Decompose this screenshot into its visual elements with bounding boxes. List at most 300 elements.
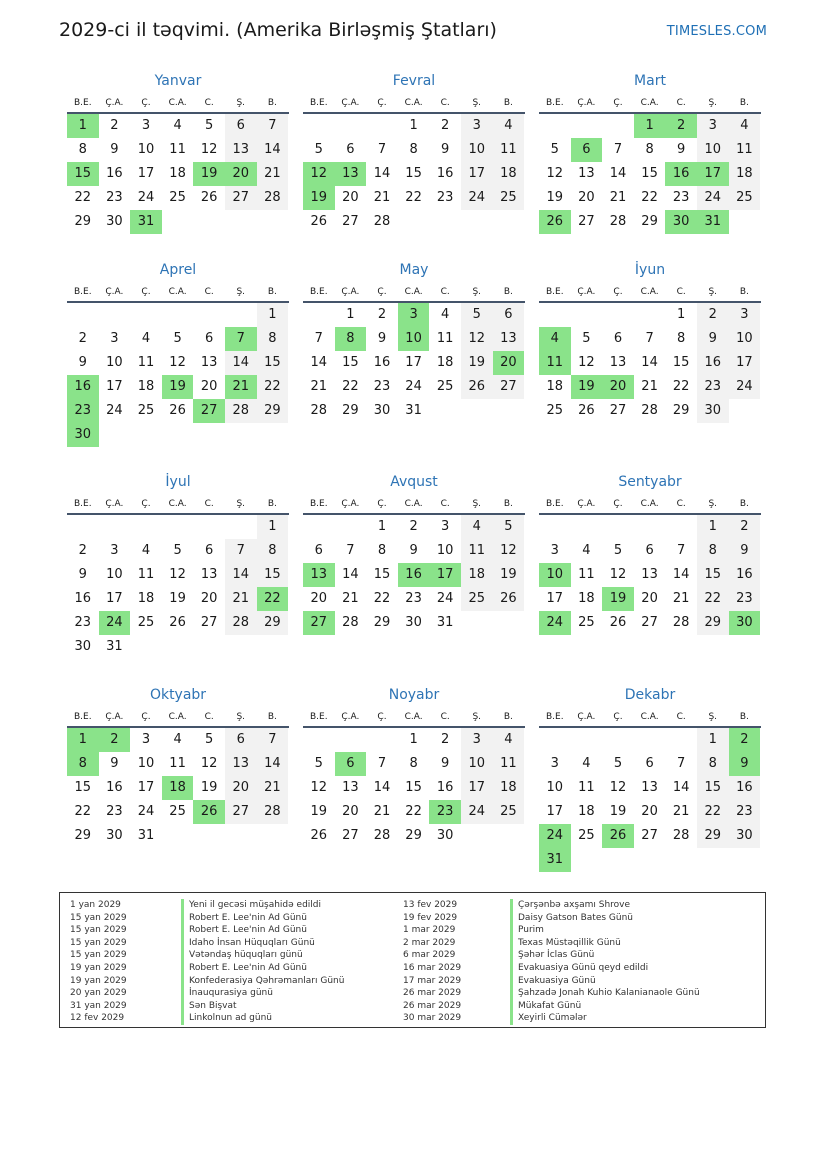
day-cell[interactable]: 3 <box>461 728 493 752</box>
day-cell[interactable]: 22 <box>373 591 391 606</box>
day-cell[interactable]: 27 <box>342 828 359 843</box>
day-cell[interactable]: 11 <box>436 331 454 346</box>
day-cell[interactable]: 25 <box>493 800 525 824</box>
day-cell[interactable]: 9 <box>729 539 761 563</box>
day-cell[interactable]: 11 <box>493 752 525 776</box>
day-cell[interactable]: 27 <box>200 615 218 630</box>
day-cell[interactable]: 1 <box>377 519 387 534</box>
day-cell[interactable]: 4 <box>461 515 493 539</box>
day-cell[interactable]: 5 <box>314 756 323 771</box>
holiday-day-cell[interactable]: 24 <box>99 611 131 635</box>
day-cell[interactable]: 9 <box>409 543 418 558</box>
holiday-day-cell[interactable]: 19 <box>193 162 225 186</box>
day-cell[interactable]: 20 <box>310 591 328 606</box>
day-cell[interactable]: 25 <box>578 828 595 843</box>
day-cell[interactable]: 14 <box>373 166 391 181</box>
day-cell[interactable]: 25 <box>137 403 155 418</box>
day-cell[interactable]: 10 <box>461 752 493 776</box>
day-cell[interactable]: 21 <box>373 804 391 819</box>
day-cell[interactable]: 24 <box>697 186 729 210</box>
day-cell[interactable]: 16 <box>697 351 729 375</box>
holiday-day-cell[interactable]: 31 <box>697 210 729 234</box>
day-cell[interactable]: 6 <box>493 303 525 327</box>
day-cell[interactable]: 28 <box>257 186 289 210</box>
day-cell[interactable]: 9 <box>697 327 729 351</box>
day-cell[interactable]: 6 <box>225 728 257 752</box>
day-cell[interactable]: 19 <box>169 591 186 606</box>
day-cell[interactable]: 5 <box>613 756 623 771</box>
holiday-day-cell[interactable]: 12 <box>303 162 335 186</box>
day-cell[interactable]: 30 <box>436 828 454 843</box>
day-cell[interactable]: 12 <box>609 780 627 795</box>
day-cell[interactable]: 24 <box>461 186 493 210</box>
day-cell[interactable]: 7 <box>677 756 686 771</box>
day-cell[interactable]: 12 <box>546 166 564 181</box>
day-cell[interactable]: 15 <box>697 563 729 587</box>
day-cell[interactable]: 17 <box>546 591 564 606</box>
day-cell[interactable]: 11 <box>137 567 155 582</box>
day-cell[interactable]: 13 <box>200 567 218 582</box>
day-cell[interactable]: 29 <box>697 824 729 848</box>
holiday-day-cell[interactable]: 15 <box>67 162 99 186</box>
day-cell[interactable]: 8 <box>377 543 387 558</box>
holiday-day-cell[interactable]: 17 <box>697 162 729 186</box>
holiday-day-cell[interactable]: 7 <box>225 327 257 351</box>
day-cell[interactable]: 24 <box>729 375 761 399</box>
day-cell[interactable]: 20 <box>342 804 359 819</box>
day-cell[interactable]: 11 <box>493 138 525 162</box>
day-cell[interactable]: 14 <box>641 355 658 370</box>
holiday-day-cell[interactable]: 30 <box>665 210 697 234</box>
day-cell[interactable]: 7 <box>314 331 323 346</box>
day-cell[interactable]: 5 <box>173 331 182 346</box>
day-cell[interactable]: 7 <box>377 756 387 771</box>
holiday-day-cell[interactable]: 24 <box>539 611 571 635</box>
day-cell[interactable]: 18 <box>137 591 155 606</box>
day-cell[interactable]: 7 <box>613 142 623 157</box>
day-cell[interactable]: 4 <box>173 732 182 747</box>
day-cell[interactable]: 3 <box>729 303 761 327</box>
day-cell[interactable]: 25 <box>137 615 155 630</box>
day-cell[interactable]: 22 <box>672 379 690 394</box>
day-cell[interactable]: 27 <box>225 800 257 824</box>
day-cell[interactable]: 3 <box>461 114 493 138</box>
day-cell[interactable]: 23 <box>697 375 729 399</box>
day-cell[interactable]: 27 <box>641 828 658 843</box>
day-cell[interactable]: 24 <box>137 190 155 205</box>
day-cell[interactable]: 8 <box>257 539 289 563</box>
holiday-day-cell[interactable]: 19 <box>571 375 603 399</box>
day-cell[interactable]: 18 <box>461 563 493 587</box>
day-cell[interactable]: 21 <box>225 587 257 611</box>
day-cell[interactable]: 7 <box>257 728 289 752</box>
day-cell[interactable]: 14 <box>609 166 627 181</box>
day-cell[interactable]: 22 <box>697 800 729 824</box>
day-cell[interactable]: 18 <box>578 804 595 819</box>
day-cell[interactable]: 20 <box>225 776 257 800</box>
day-cell[interactable]: 6 <box>205 331 214 346</box>
day-cell[interactable]: 4 <box>141 331 151 346</box>
day-cell[interactable]: 15 <box>74 780 92 795</box>
day-cell[interactable]: 15 <box>373 567 391 582</box>
day-cell[interactable]: 28 <box>609 214 627 229</box>
day-cell[interactable]: 6 <box>205 543 214 558</box>
holiday-day-cell[interactable]: 2 <box>99 728 131 752</box>
day-cell[interactable]: 27 <box>578 214 595 229</box>
day-cell[interactable]: 15 <box>672 355 690 370</box>
day-cell[interactable]: 16 <box>729 776 761 800</box>
holiday-day-cell[interactable]: 10 <box>539 563 571 587</box>
day-cell[interactable]: 4 <box>493 114 525 138</box>
day-cell[interactable]: 12 <box>609 567 627 582</box>
holiday-day-cell[interactable]: 27 <box>303 611 335 635</box>
day-cell[interactable]: 18 <box>578 591 595 606</box>
day-cell[interactable]: 28 <box>373 828 391 843</box>
holiday-day-cell[interactable]: 22 <box>257 587 289 611</box>
holiday-day-cell[interactable]: 20 <box>602 375 634 399</box>
day-cell[interactable]: 15 <box>641 166 658 181</box>
day-cell[interactable]: 8 <box>257 327 289 351</box>
day-cell[interactable]: 2 <box>729 515 761 539</box>
day-cell[interactable]: 4 <box>493 728 525 752</box>
day-cell[interactable]: 29 <box>257 399 289 423</box>
holiday-day-cell[interactable]: 16 <box>67 375 99 399</box>
holiday-day-cell[interactable]: 21 <box>225 375 257 399</box>
day-cell[interactable]: 28 <box>672 828 690 843</box>
day-cell[interactable]: 13 <box>641 567 658 582</box>
day-cell[interactable]: 22 <box>342 379 359 394</box>
day-cell[interactable]: 13 <box>225 752 257 776</box>
day-cell[interactable]: 17 <box>137 166 155 181</box>
day-cell[interactable]: 16 <box>106 780 123 795</box>
holiday-day-cell[interactable]: 3 <box>398 303 430 327</box>
day-cell[interactable]: 17 <box>106 379 123 394</box>
day-cell[interactable]: 13 <box>641 780 658 795</box>
day-cell[interactable]: 27 <box>641 615 658 630</box>
day-cell[interactable]: 27 <box>493 375 525 399</box>
day-cell[interactable]: 29 <box>697 611 729 635</box>
day-cell[interactable]: 1 <box>677 307 686 322</box>
day-cell[interactable]: 4 <box>173 118 182 133</box>
day-cell[interactable]: 21 <box>373 190 391 205</box>
day-cell[interactable]: 27 <box>609 403 627 418</box>
day-cell[interactable]: 2 <box>441 118 450 133</box>
day-cell[interactable]: 14 <box>373 780 391 795</box>
day-cell[interactable]: 5 <box>461 303 493 327</box>
day-cell[interactable]: 25 <box>461 587 493 611</box>
day-cell[interactable]: 12 <box>169 567 186 582</box>
holiday-day-cell[interactable]: 1 <box>634 114 666 138</box>
day-cell[interactable]: 8 <box>409 756 418 771</box>
day-cell[interactable]: 22 <box>405 190 422 205</box>
day-cell[interactable]: 21 <box>257 776 289 800</box>
day-cell[interactable]: 3 <box>550 543 559 558</box>
day-cell[interactable]: 6 <box>645 543 654 558</box>
day-cell[interactable]: 18 <box>546 379 564 394</box>
holiday-day-cell[interactable]: 30 <box>67 423 99 447</box>
holiday-day-cell[interactable]: 11 <box>539 351 571 375</box>
day-cell[interactable]: 15 <box>257 563 289 587</box>
day-cell[interactable]: 31 <box>436 615 454 630</box>
day-cell[interactable]: 23 <box>74 615 92 630</box>
day-cell[interactable]: 30 <box>697 399 729 423</box>
day-cell[interactable]: 11 <box>461 539 493 563</box>
day-cell[interactable]: 4 <box>582 756 591 771</box>
holiday-day-cell[interactable]: 2 <box>665 114 697 138</box>
day-cell[interactable]: 7 <box>677 543 686 558</box>
day-cell[interactable]: 24 <box>405 379 422 394</box>
day-cell[interactable]: 10 <box>106 567 123 582</box>
day-cell[interactable]: 29 <box>672 403 690 418</box>
day-cell[interactable]: 18 <box>493 162 525 186</box>
day-cell[interactable]: 25 <box>493 186 525 210</box>
holiday-day-cell[interactable]: 1 <box>67 728 99 752</box>
day-cell[interactable]: 22 <box>405 804 422 819</box>
day-cell[interactable]: 11 <box>729 138 761 162</box>
day-cell[interactable]: 16 <box>436 166 454 181</box>
day-cell[interactable]: 9 <box>441 142 450 157</box>
day-cell[interactable]: 2 <box>409 519 418 534</box>
day-cell[interactable]: 17 <box>546 804 564 819</box>
day-cell[interactable]: 3 <box>697 114 729 138</box>
day-cell[interactable]: 12 <box>578 355 595 370</box>
day-cell[interactable]: 1 <box>409 118 418 133</box>
day-cell[interactable]: 16 <box>373 355 391 370</box>
day-cell[interactable]: 5 <box>205 732 214 747</box>
day-cell[interactable]: 22 <box>257 375 289 399</box>
day-cell[interactable]: 12 <box>310 780 328 795</box>
day-cell[interactable]: 25 <box>578 615 595 630</box>
day-cell[interactable]: 3 <box>141 118 151 133</box>
day-cell[interactable]: 1 <box>257 515 289 539</box>
day-cell[interactable]: 20 <box>200 379 218 394</box>
day-cell[interactable]: 6 <box>645 756 654 771</box>
day-cell[interactable]: 20 <box>200 591 218 606</box>
day-cell[interactable]: 31 <box>137 828 155 843</box>
day-cell[interactable]: 7 <box>257 114 289 138</box>
day-cell[interactable]: 4 <box>441 307 450 322</box>
day-cell[interactable]: 26 <box>169 403 186 418</box>
day-cell[interactable]: 10 <box>137 756 155 771</box>
day-cell[interactable]: 7 <box>225 539 257 563</box>
day-cell[interactable]: 30 <box>729 824 761 848</box>
day-cell[interactable]: 2 <box>441 732 450 747</box>
day-cell[interactable]: 6 <box>613 331 623 346</box>
day-cell[interactable]: 6 <box>225 114 257 138</box>
day-cell[interactable]: 1 <box>697 515 729 539</box>
day-cell[interactable]: 8 <box>645 142 654 157</box>
day-cell[interactable]: 9 <box>377 331 387 346</box>
day-cell[interactable]: 17 <box>405 355 422 370</box>
day-cell[interactable]: 7 <box>346 543 355 558</box>
holiday-day-cell[interactable]: 26 <box>602 824 634 848</box>
holiday-day-cell[interactable]: 26 <box>193 800 225 824</box>
day-cell[interactable]: 22 <box>641 190 658 205</box>
day-cell[interactable]: 8 <box>78 142 87 157</box>
holiday-day-cell[interactable]: 17 <box>429 563 461 587</box>
day-cell[interactable]: 5 <box>582 331 591 346</box>
day-cell[interactable]: 2 <box>78 543 87 558</box>
day-cell[interactable]: 19 <box>546 190 564 205</box>
day-cell[interactable]: 17 <box>461 776 493 800</box>
day-cell[interactable]: 25 <box>546 403 564 418</box>
day-cell[interactable]: 23 <box>106 804 123 819</box>
holiday-day-cell[interactable]: 20 <box>225 162 257 186</box>
day-cell[interactable]: 21 <box>641 379 658 394</box>
day-cell[interactable]: 15 <box>697 776 729 800</box>
day-cell[interactable]: 29 <box>74 828 92 843</box>
day-cell[interactable]: 31 <box>106 639 123 654</box>
day-cell[interactable]: 11 <box>169 142 186 157</box>
day-cell[interactable]: 29 <box>641 214 658 229</box>
day-cell[interactable]: 5 <box>493 515 525 539</box>
day-cell[interactable]: 28 <box>342 615 359 630</box>
day-cell[interactable]: 14 <box>310 355 328 370</box>
day-cell[interactable]: 19 <box>493 563 525 587</box>
holiday-day-cell[interactable]: 23 <box>67 399 99 423</box>
day-cell[interactable]: 24 <box>461 800 493 824</box>
day-cell[interactable]: 17 <box>729 351 761 375</box>
day-cell[interactable]: 30 <box>106 214 123 229</box>
day-cell[interactable]: 21 <box>342 591 359 606</box>
day-cell[interactable]: 22 <box>697 587 729 611</box>
holiday-day-cell[interactable]: 9 <box>729 752 761 776</box>
day-cell[interactable]: 23 <box>729 587 761 611</box>
day-cell[interactable]: 29 <box>405 828 422 843</box>
day-cell[interactable]: 4 <box>582 543 591 558</box>
day-cell[interactable]: 12 <box>461 327 493 351</box>
day-cell[interactable]: 12 <box>493 539 525 563</box>
day-cell[interactable]: 28 <box>225 399 257 423</box>
holiday-day-cell[interactable]: 6 <box>335 752 367 776</box>
holiday-day-cell[interactable]: 23 <box>429 800 461 824</box>
day-cell[interactable]: 16 <box>729 563 761 587</box>
brand-logo-text[interactable]: TIMESLES.COM <box>666 24 767 39</box>
day-cell[interactable]: 14 <box>225 563 257 587</box>
day-cell[interactable]: 26 <box>169 615 186 630</box>
day-cell[interactable]: 14 <box>257 752 289 776</box>
day-cell[interactable]: 5 <box>550 142 559 157</box>
day-cell[interactable]: 26 <box>310 214 328 229</box>
day-cell[interactable]: 24 <box>106 403 123 418</box>
day-cell[interactable]: 9 <box>677 142 686 157</box>
day-cell[interactable]: 26 <box>493 587 525 611</box>
day-cell[interactable]: 8 <box>697 539 729 563</box>
day-cell[interactable]: 4 <box>141 543 151 558</box>
day-cell[interactable]: 9 <box>441 756 450 771</box>
day-cell[interactable]: 14 <box>342 567 359 582</box>
day-cell[interactable]: 20 <box>641 804 658 819</box>
holiday-day-cell[interactable]: 19 <box>602 587 634 611</box>
day-cell[interactable]: 17 <box>137 780 155 795</box>
day-cell[interactable]: 12 <box>169 355 186 370</box>
day-cell[interactable]: 13 <box>578 166 595 181</box>
day-cell[interactable]: 13 <box>342 780 359 795</box>
day-cell[interactable]: 28 <box>641 403 658 418</box>
day-cell[interactable]: 10 <box>461 138 493 162</box>
day-cell[interactable]: 7 <box>377 142 387 157</box>
day-cell[interactable]: 15 <box>257 351 289 375</box>
holiday-day-cell[interactable]: 6 <box>571 138 603 162</box>
holiday-day-cell[interactable]: 1 <box>67 114 99 138</box>
day-cell[interactable]: 26 <box>578 403 595 418</box>
day-cell[interactable]: 25 <box>729 186 761 210</box>
day-cell[interactable]: 1 <box>257 303 289 327</box>
holiday-day-cell[interactable]: 8 <box>67 752 99 776</box>
day-cell[interactable]: 30 <box>373 403 391 418</box>
holiday-day-cell[interactable]: 13 <box>335 162 367 186</box>
day-cell[interactable]: 21 <box>672 591 690 606</box>
day-cell[interactable]: 11 <box>169 756 186 771</box>
day-cell[interactable]: 2 <box>377 307 387 322</box>
day-cell[interactable]: 16 <box>106 166 123 181</box>
day-cell[interactable]: 23 <box>405 591 422 606</box>
day-cell[interactable]: 28 <box>310 403 328 418</box>
day-cell[interactable]: 18 <box>137 379 155 394</box>
day-cell[interactable]: 26 <box>200 190 218 205</box>
holiday-day-cell[interactable]: 26 <box>539 210 571 234</box>
day-cell[interactable]: 16 <box>74 591 92 606</box>
holiday-day-cell[interactable]: 30 <box>729 611 761 635</box>
day-cell[interactable]: 14 <box>257 138 289 162</box>
day-cell[interactable]: 14 <box>225 351 257 375</box>
day-cell[interactable]: 30 <box>405 615 422 630</box>
day-cell[interactable]: 5 <box>613 543 623 558</box>
day-cell[interactable]: 8 <box>409 142 418 157</box>
day-cell[interactable]: 18 <box>169 166 186 181</box>
day-cell[interactable]: 10 <box>697 138 729 162</box>
day-cell[interactable]: 20 <box>578 190 595 205</box>
day-cell[interactable]: 29 <box>257 611 289 635</box>
day-cell[interactable]: 28 <box>225 611 257 635</box>
day-cell[interactable]: 13 <box>225 138 257 162</box>
day-cell[interactable]: 13 <box>609 355 627 370</box>
day-cell[interactable]: 5 <box>314 142 323 157</box>
day-cell[interactable]: 3 <box>550 756 559 771</box>
day-cell[interactable]: 25 <box>169 190 186 205</box>
day-cell[interactable]: 10 <box>729 327 761 351</box>
holiday-day-cell[interactable]: 31 <box>130 210 162 234</box>
day-cell[interactable]: 15 <box>405 780 422 795</box>
day-cell[interactable]: 4 <box>729 114 761 138</box>
day-cell[interactable]: 26 <box>310 828 328 843</box>
day-cell[interactable]: 17 <box>461 162 493 186</box>
day-cell[interactable]: 19 <box>461 351 493 375</box>
holiday-day-cell[interactable]: 31 <box>539 848 571 872</box>
day-cell[interactable]: 10 <box>137 142 155 157</box>
holiday-day-cell[interactable]: 2 <box>729 728 761 752</box>
day-cell[interactable]: 2 <box>697 303 729 327</box>
day-cell[interactable]: 29 <box>342 403 359 418</box>
day-cell[interactable]: 23 <box>729 800 761 824</box>
day-cell[interactable]: 11 <box>578 567 595 582</box>
day-cell[interactable]: 25 <box>436 379 454 394</box>
day-cell[interactable]: 22 <box>74 804 92 819</box>
holiday-day-cell[interactable]: 4 <box>539 327 571 351</box>
day-cell[interactable]: 18 <box>493 776 525 800</box>
day-cell[interactable]: 24 <box>436 591 454 606</box>
day-cell[interactable]: 7 <box>645 331 654 346</box>
day-cell[interactable]: 1 <box>697 728 729 752</box>
day-cell[interactable]: 26 <box>609 615 627 630</box>
day-cell[interactable]: 5 <box>205 118 214 133</box>
day-cell[interactable]: 9 <box>78 355 87 370</box>
day-cell[interactable]: 21 <box>257 162 289 186</box>
holiday-day-cell[interactable]: 10 <box>398 327 430 351</box>
day-cell[interactable]: 14 <box>672 567 690 582</box>
holiday-day-cell[interactable]: 24 <box>539 824 571 848</box>
day-cell[interactable]: 27 <box>342 214 359 229</box>
